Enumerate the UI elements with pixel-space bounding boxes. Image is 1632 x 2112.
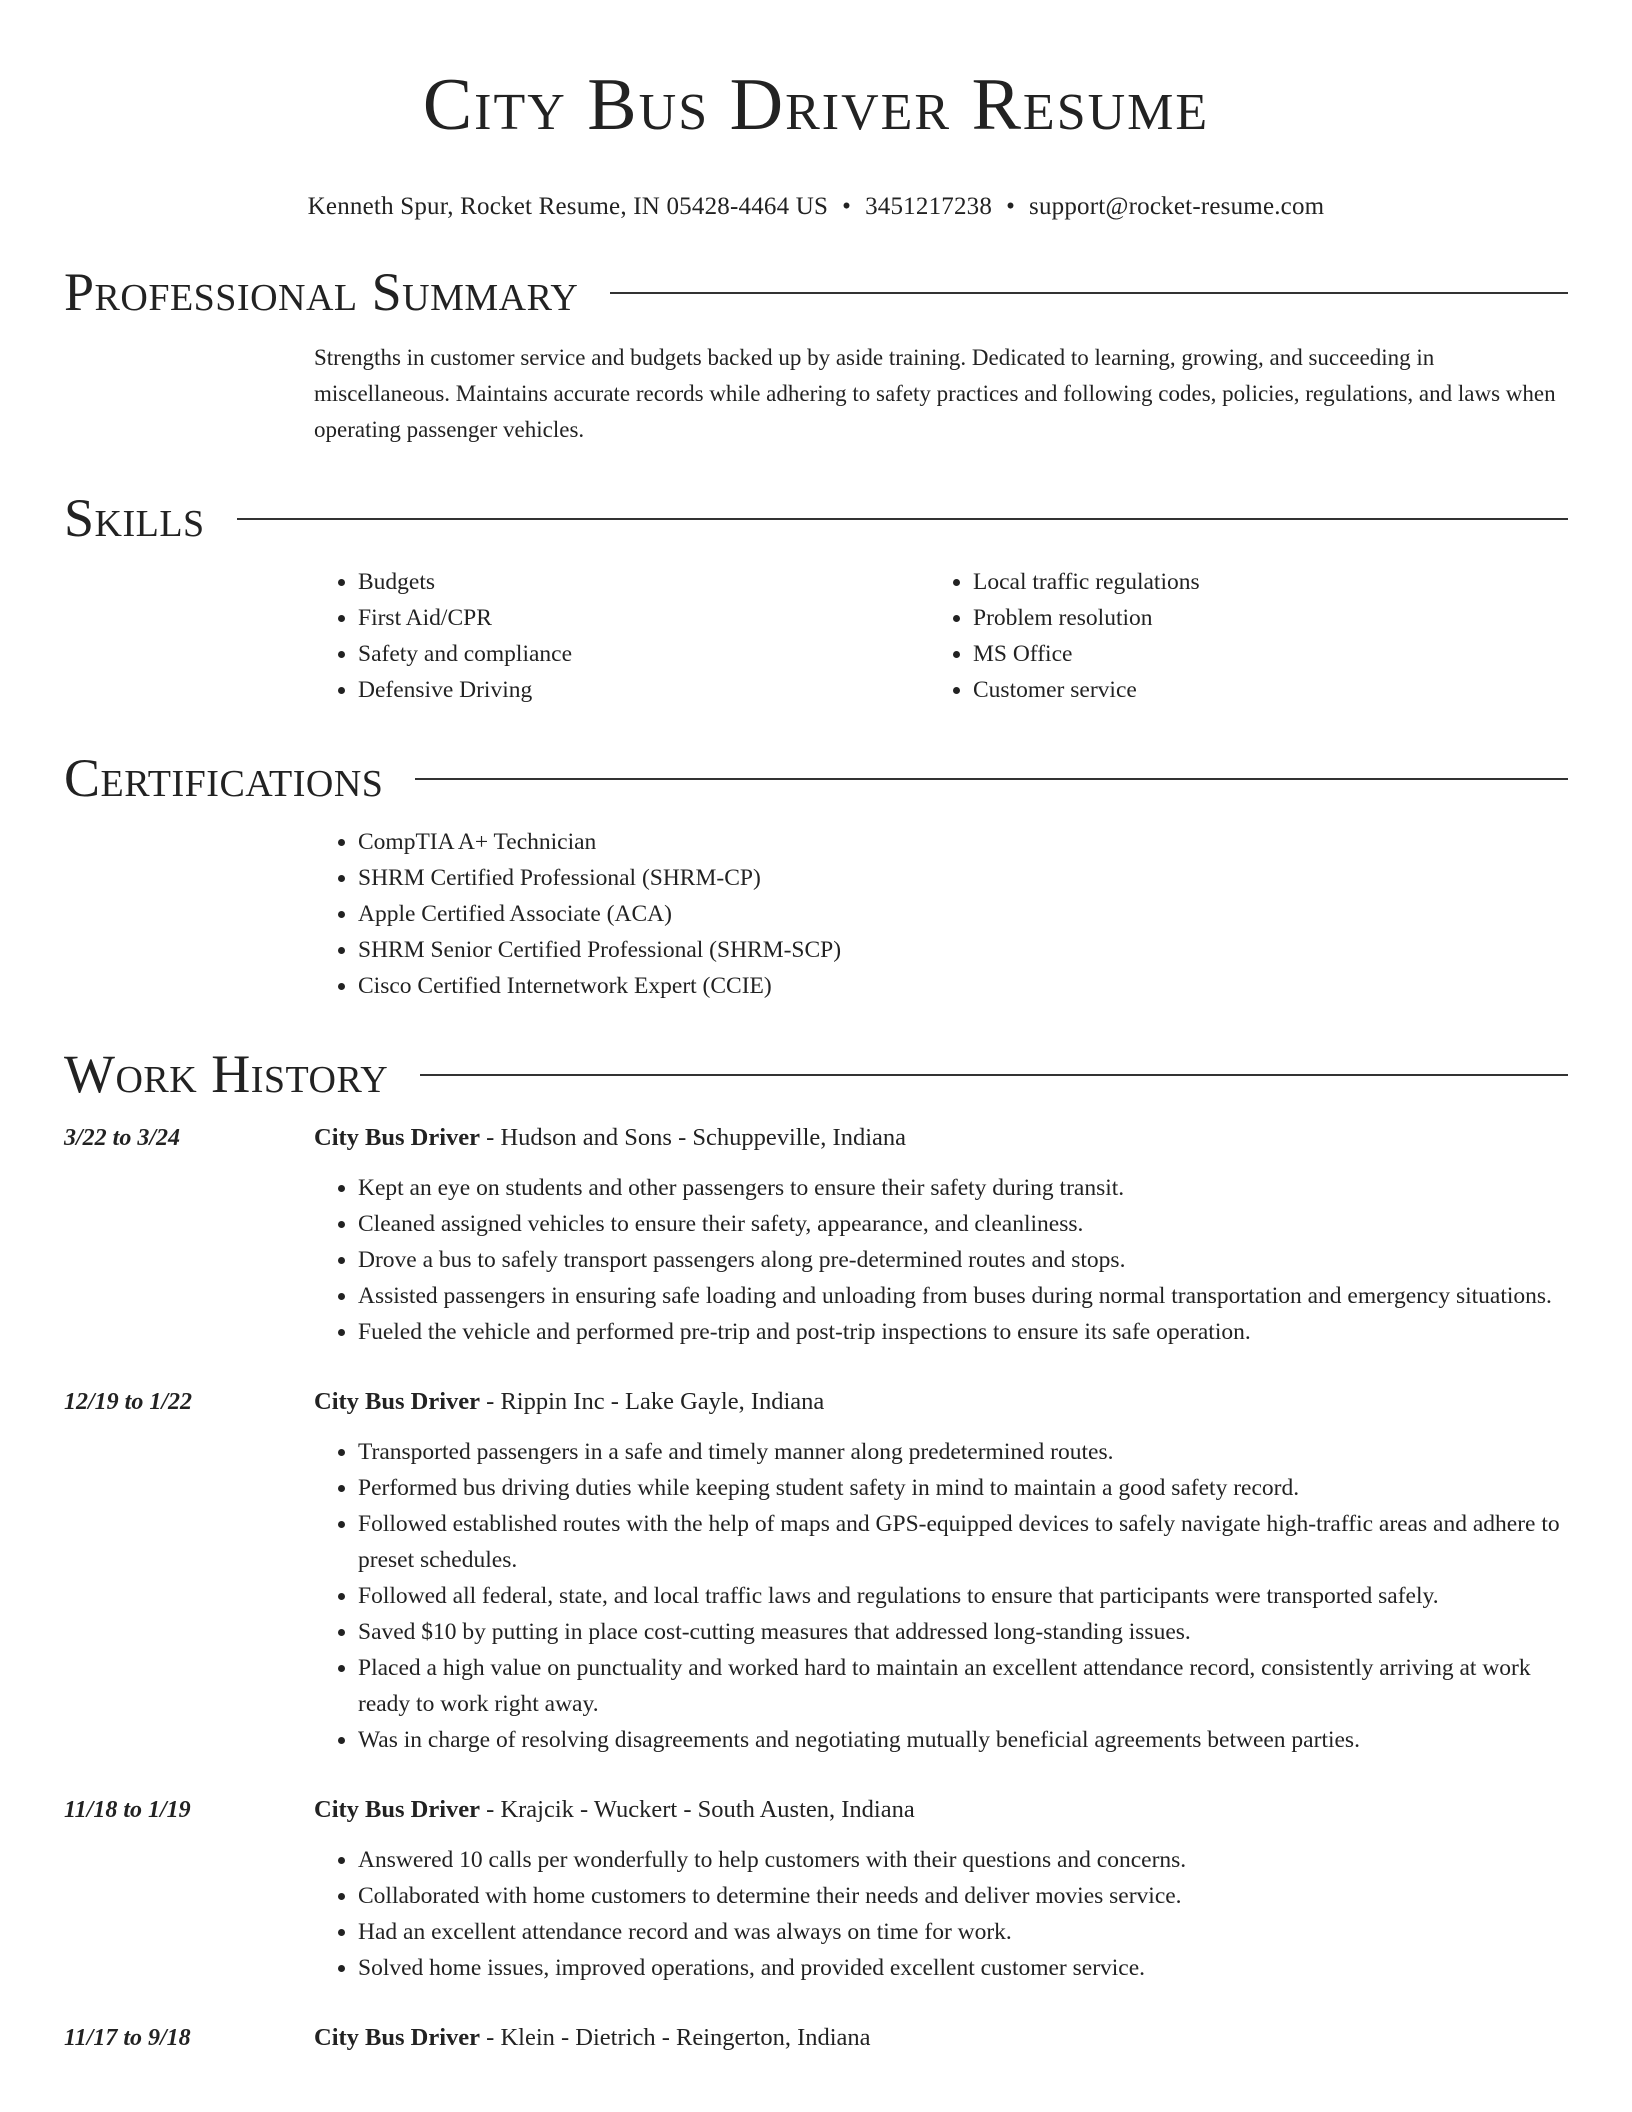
job-bullet: • Followed established routes with the help of maps and GPS-equipped devices to safely navigate high-traffic areas and adhere to preset schedules. bbox=[358, 1506, 1568, 1578]
job-bullet: • Performed bus driving duties while keeping student safety in mind to maintain a good safety record. bbox=[358, 1470, 1568, 1506]
job-details: - Klein - Dietrich - Reingerton, Indiana bbox=[480, 2024, 871, 2051]
skill-item: • MS Office bbox=[973, 636, 1544, 672]
summary-heading: Professional Summary bbox=[64, 262, 579, 322]
certification-item: • SHRM Certified Professional (SHRM-CP) bbox=[358, 860, 1568, 896]
skills-section-header bbox=[64, 488, 1568, 548]
skills-grid bbox=[314, 564, 1568, 708]
certifications-section-header bbox=[64, 748, 1568, 808]
job-details: - Hudson and Sons - Schuppeville, Indiana bbox=[480, 1124, 907, 1151]
skill-item: • Local traffic regulations bbox=[973, 564, 1544, 600]
resume-title: City Bus Driver Resume bbox=[422, 64, 1210, 146]
job-dates: 11/17 to 9/18 bbox=[64, 2025, 191, 2051]
skill-item: • Safety and compliance bbox=[358, 636, 929, 672]
skills-column-right bbox=[929, 564, 1544, 708]
job-body bbox=[314, 1792, 1568, 1986]
job-header bbox=[314, 1384, 1568, 1420]
job-dates: 12/19 to 1/22 bbox=[64, 1389, 193, 1415]
skill-item: • First Aid/CPR bbox=[358, 600, 929, 636]
job-dates: 11/18 to 1/19 bbox=[64, 1797, 191, 1823]
contact-phone: 3451217238 bbox=[865, 193, 993, 220]
contact-address: Kenneth Spur, Rocket Resume, IN 05428-4464 US bbox=[307, 193, 829, 220]
job-entry bbox=[64, 1120, 1568, 1350]
job-role: City Bus Driver bbox=[314, 1124, 481, 1151]
job-bullet: • Kept an eye on students and other passengers to ensure their safety during transit. bbox=[358, 1170, 1568, 1206]
job-role: City Bus Driver bbox=[314, 1796, 481, 1823]
work-history-section-header bbox=[64, 1044, 1568, 1104]
job-header bbox=[314, 1792, 1568, 1828]
summary-text: Strengths in customer service and budgets backed up by aside training. Dedicated to learning, growing, and succeeding in miscellaneous. Maintains accurate records while adhering to safety practices and following codes, policies, regulations, and laws when operating passenger vehicles. bbox=[314, 345, 1556, 442]
skill-item: • Budgets bbox=[358, 564, 929, 600]
contact-email: support@rocket-resume.com bbox=[1029, 193, 1325, 220]
job-body bbox=[314, 1384, 1568, 1758]
work-history-heading: Work History bbox=[64, 1044, 389, 1104]
job-bullet: • Was in charge of resolving disagreements and negotiating mutually beneficial agreements between parties. bbox=[358, 1722, 1568, 1758]
certification-item: • Cisco Certified Internetwork Expert (CCIE) bbox=[358, 968, 1568, 1004]
job-bullets bbox=[314, 1170, 1568, 1350]
job-entry bbox=[64, 2020, 1568, 2056]
job-body bbox=[314, 1120, 1568, 1350]
job-body bbox=[314, 2020, 1568, 2056]
job-bullet: • Cleaned assigned vehicles to ensure their safety, appearance, and cleanliness. bbox=[358, 1206, 1568, 1242]
job-header bbox=[314, 1120, 1568, 1156]
skill-item: • Problem resolution bbox=[973, 600, 1544, 636]
skill-item: • Defensive Driving bbox=[358, 672, 929, 708]
section-divider bbox=[610, 292, 1568, 294]
certification-item: • SHRM Senior Certified Professional (SHRM-SCP) bbox=[358, 932, 1568, 968]
section-divider bbox=[420, 1074, 1568, 1076]
certifications-list bbox=[314, 824, 1568, 1004]
job-bullet: • Placed a high value on punctuality and worked hard to maintain an excellent attendance record, consistently arriving at work ready to work right away. bbox=[358, 1650, 1568, 1722]
job-bullets bbox=[314, 1842, 1568, 1986]
job-bullet: • Fueled the vehicle and performed pre-trip and post-trip inspections to ensure its safe operation. bbox=[358, 1314, 1568, 1350]
job-role: City Bus Driver bbox=[314, 1388, 481, 1415]
job-dates: 3/22 to 3/24 bbox=[64, 1125, 181, 1151]
summary-section-header bbox=[64, 262, 1568, 322]
job-bullets bbox=[314, 1434, 1568, 1758]
job-bullet: • Followed all federal, state, and local traffic laws and regulations to ensure that participants were transported safely. bbox=[358, 1578, 1568, 1614]
job-role: City Bus Driver bbox=[314, 2024, 481, 2051]
job-details: - Krajcik - Wuckert - South Austen, Indiana bbox=[480, 1796, 915, 1823]
certification-item: • CompTIA A+ Technician bbox=[358, 824, 1568, 860]
contact-separator: • bbox=[842, 193, 852, 220]
certification-item: • Apple Certified Associate (ACA) bbox=[358, 896, 1568, 932]
job-bullet: • Answered 10 calls per wonderfully to help customers with their questions and concerns. bbox=[358, 1842, 1568, 1878]
job-bullet: • Assisted passengers in ensuring safe loading and unloading from buses during normal transportation and emergency situations. bbox=[358, 1278, 1568, 1314]
contact-line bbox=[64, 192, 1568, 222]
job-bullet: • Solved home issues, improved operations, and provided excellent customer service. bbox=[358, 1950, 1568, 1986]
section-divider bbox=[237, 518, 1568, 520]
job-bullet: • Collaborated with home customers to determine their needs and deliver movies service. bbox=[358, 1878, 1568, 1914]
job-bullet: • Saved $10 by putting in place cost-cutting measures that addressed long-standing issues. bbox=[358, 1614, 1568, 1650]
job-details: - Rippin Inc - Lake Gayle, Indiana bbox=[480, 1388, 825, 1415]
section-divider bbox=[415, 778, 1568, 780]
job-bullet: • Drove a bus to safely transport passengers along pre-determined routes and stops. bbox=[358, 1242, 1568, 1278]
skills-column-left bbox=[314, 564, 929, 708]
job-entry bbox=[64, 1384, 1568, 1758]
job-header bbox=[314, 2020, 1568, 2056]
job-entry bbox=[64, 1792, 1568, 1986]
skill-item: • Customer service bbox=[973, 672, 1544, 708]
certifications-heading: Certifications bbox=[64, 748, 384, 808]
contact-separator: • bbox=[1006, 193, 1016, 220]
skills-heading: Skills bbox=[64, 488, 205, 548]
job-bullet: • Transported passengers in a safe and timely manner along predetermined routes. bbox=[358, 1434, 1568, 1470]
job-bullet: • Had an excellent attendance record and was always on time for work. bbox=[358, 1914, 1568, 1950]
